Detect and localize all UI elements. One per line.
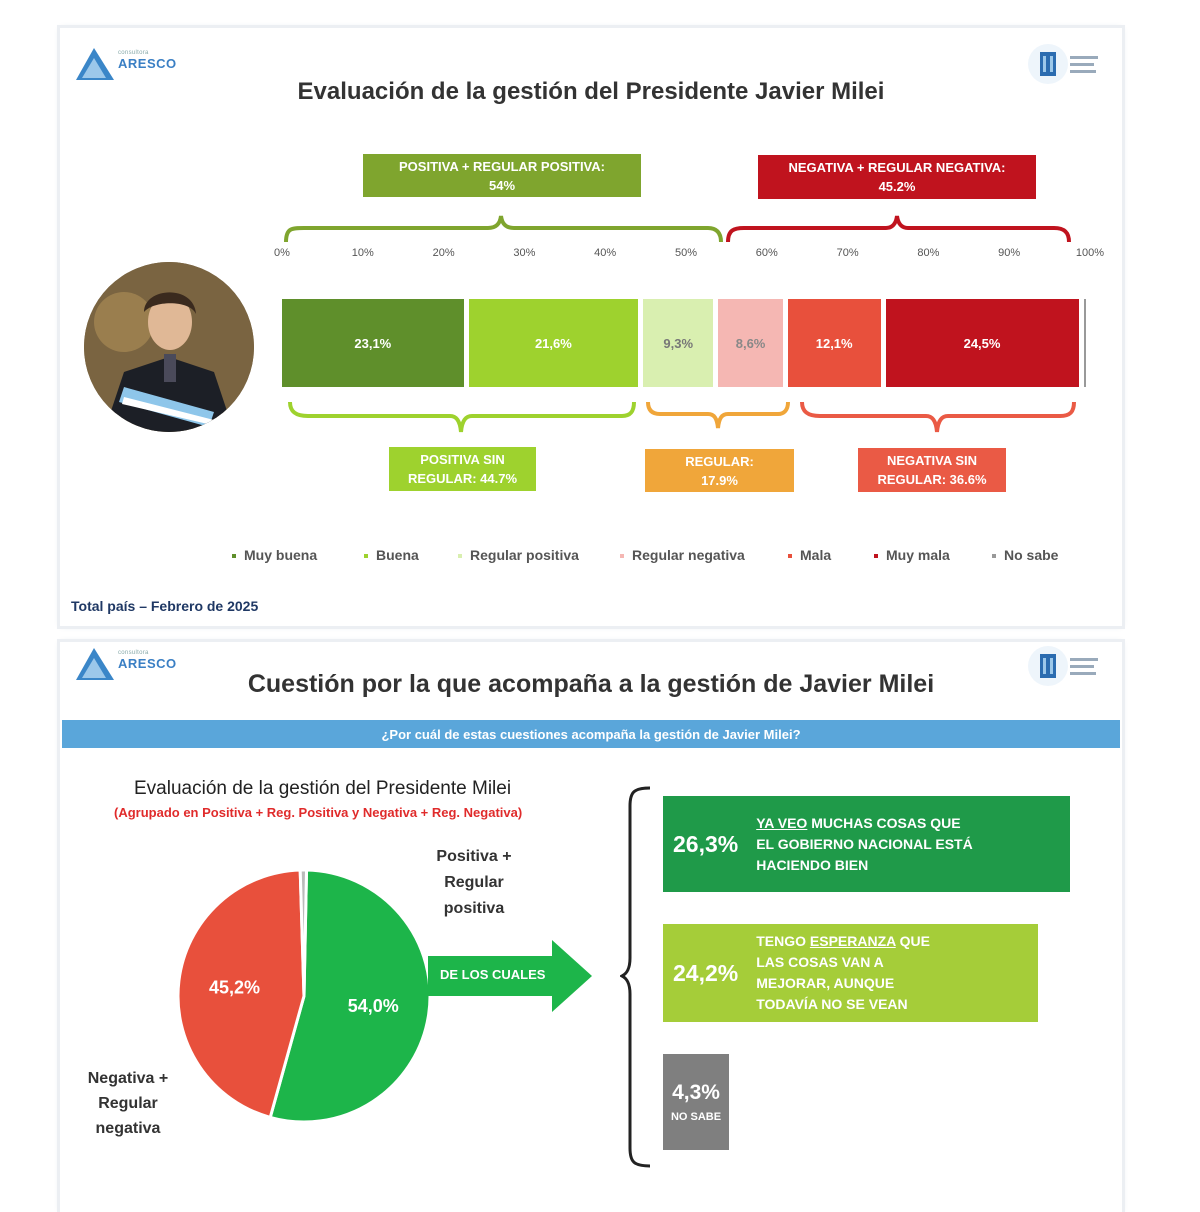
positive-summary-line1: POSITIVA + REGULAR POSITIVA:	[399, 158, 605, 174]
brace-top-positive	[286, 216, 721, 242]
legend-label: Regular negativa	[632, 547, 745, 563]
response-2-l4: TODAVÍA NO SE VEAN	[756, 996, 908, 1012]
stacked-bar	[282, 299, 1090, 387]
response-2-post: QUE	[895, 933, 930, 949]
negative-no-regular-line1: NEGATIVA SIN	[886, 453, 978, 468]
legend-item	[232, 547, 317, 563]
slide-evaluacion	[60, 28, 1122, 626]
response-1-pct: 26,3%	[673, 830, 739, 857]
legend-label: No sabe	[1004, 547, 1059, 563]
legend-label: Buena	[376, 547, 419, 563]
legend-label: Muy mala	[886, 547, 950, 563]
pos-label-l1: Positiva +	[436, 848, 512, 865]
slide2-title: Cuestión por la que acompaña a la gestión de Javier Milei	[247, 670, 935, 698]
response-esperanza	[663, 924, 1038, 1022]
negative-no-regular-line2: REGULAR: 36.6%	[877, 472, 987, 487]
pos-label-l2: Regular	[444, 874, 504, 891]
pos-label	[420, 844, 528, 922]
legend-item	[458, 547, 579, 563]
axis-tick-label: 40%	[594, 247, 617, 259]
legend-label: Regular positiva	[470, 547, 579, 563]
aresco-name-2: ARESCO	[118, 656, 177, 671]
arrow-text: DE LOS CUALES	[440, 967, 546, 982]
question-text: ¿Por cuál de estas cuestiones acompaña la gestión de Javier Milei?	[381, 726, 801, 742]
response-1-underline: YA VEO	[756, 814, 808, 831]
pie-label: 54,0%	[347, 996, 399, 1017]
bar-segment-muy-buena: 23,1%	[282, 299, 464, 387]
axis-tick-label: 50%	[674, 247, 698, 259]
neg-label-l3: negativa	[95, 1120, 161, 1137]
pie-chart	[174, 866, 434, 1126]
bar-segment-mala: 12,1%	[788, 299, 881, 387]
legend-item	[992, 547, 1058, 563]
legend-item	[620, 547, 745, 563]
response-2-underline: ESPERANZA	[809, 933, 896, 949]
response-1-l3: HACIENDO BIEN	[756, 856, 869, 873]
slide-acompana	[60, 642, 1122, 1212]
brace-top-negative	[728, 216, 1069, 242]
pie-title: Evaluación de la gestión del Presidente Milei	[134, 778, 512, 799]
brace-bottom-positive	[290, 402, 634, 432]
question-banner	[62, 720, 1120, 748]
bar-segment-muy-mala: 24,5%	[886, 299, 1079, 387]
negative-no-regular-box	[858, 448, 1006, 492]
pie-label: 45,2%	[208, 977, 261, 998]
axis-tick-label: 80%	[917, 247, 940, 259]
regular-line1: REGULAR:	[685, 453, 754, 469]
positive-no-regular-line2: REGULAR: 44.7%	[407, 471, 518, 486]
neg-label-l1: Negativa +	[87, 1070, 169, 1087]
curly-bracket	[620, 786, 660, 1168]
axis-ticks	[274, 247, 1105, 263]
response-ya-veo	[663, 796, 1070, 892]
legend-swatch	[458, 554, 462, 558]
legend-swatch	[620, 554, 624, 558]
neg-label-l2: Regular	[98, 1095, 158, 1112]
brace-bottom-regular	[648, 402, 788, 428]
aresco-tagline-2: consultora	[118, 650, 149, 656]
positive-no-regular-box	[389, 447, 536, 491]
negative-summary-line1: NEGATIVA + REGULAR NEGATIVA:	[788, 160, 1006, 175]
response-3-pct: 4,3%	[672, 1081, 720, 1104]
president-photo	[84, 262, 254, 432]
response-2-l2: LAS COSAS VAN A	[756, 954, 884, 970]
axis-tick-label: 100%	[1075, 247, 1105, 259]
legend-swatch	[992, 554, 996, 558]
neg-label	[74, 1066, 182, 1141]
legend-item	[364, 547, 419, 563]
axis-tick-label: 70%	[836, 247, 859, 259]
response-no-sabe	[663, 1054, 729, 1150]
response-1-l1: MUCHAS COSAS QUE	[807, 814, 961, 831]
slide1-title: Evaluación de la gestión del Presidente Javier Milei	[297, 78, 885, 105]
negative-summary-line2: 45.2%	[878, 179, 916, 194]
axis-tick-label: 0%	[274, 247, 290, 259]
legend-label: Mala	[800, 547, 832, 563]
aresco-name: ARESCO	[118, 56, 177, 71]
regular-box	[645, 449, 794, 492]
axis-tick-label: 60%	[755, 247, 778, 259]
positive-summary-line2: 54%	[488, 177, 516, 193]
slide1-footer: Total país – Febrero de 2025	[71, 598, 259, 614]
response-2-l3: MEJORAR, AUNQUE	[756, 975, 895, 991]
aresco-tagline: consultora	[118, 50, 149, 56]
axis-tick-label: 90%	[998, 247, 1021, 259]
regular-line2: 17.9%	[701, 472, 738, 488]
bar-segment-regular-positiva: 9,3%	[643, 299, 713, 387]
legend-item	[874, 547, 950, 563]
legend-swatch	[364, 554, 368, 558]
pie-subtitle: (Agrupado en Positiva + Reg. Positiva y Negativa + Reg. Negativa)	[114, 805, 523, 820]
legend-swatch	[232, 554, 236, 558]
response-2-pct: 24,2%	[673, 959, 739, 986]
axis-tick-label: 30%	[513, 247, 536, 259]
bar-segment-regular-negativa: 8,6%	[718, 299, 782, 387]
legend-swatch	[874, 554, 878, 558]
brace-bottom-negative	[802, 402, 1074, 432]
response-3-label: NO SABE	[670, 1111, 722, 1123]
response-2-pre: TENGO	[756, 933, 810, 949]
bar-segment-no-sabe	[1084, 299, 1086, 387]
legend-swatch	[788, 554, 792, 558]
axis-tick-label: 10%	[351, 247, 374, 259]
legend-label: Muy buena	[244, 547, 318, 563]
legend-item	[788, 547, 831, 563]
response-1-l2: EL GOBIERNO NACIONAL ESTÁ	[756, 835, 973, 852]
pos-label-l3: positiva	[443, 900, 505, 917]
bar-segment-buena: 21,6%	[469, 299, 639, 387]
axis-tick-label: 20%	[432, 247, 455, 259]
positive-no-regular-line1: POSITIVA SIN	[420, 452, 505, 467]
